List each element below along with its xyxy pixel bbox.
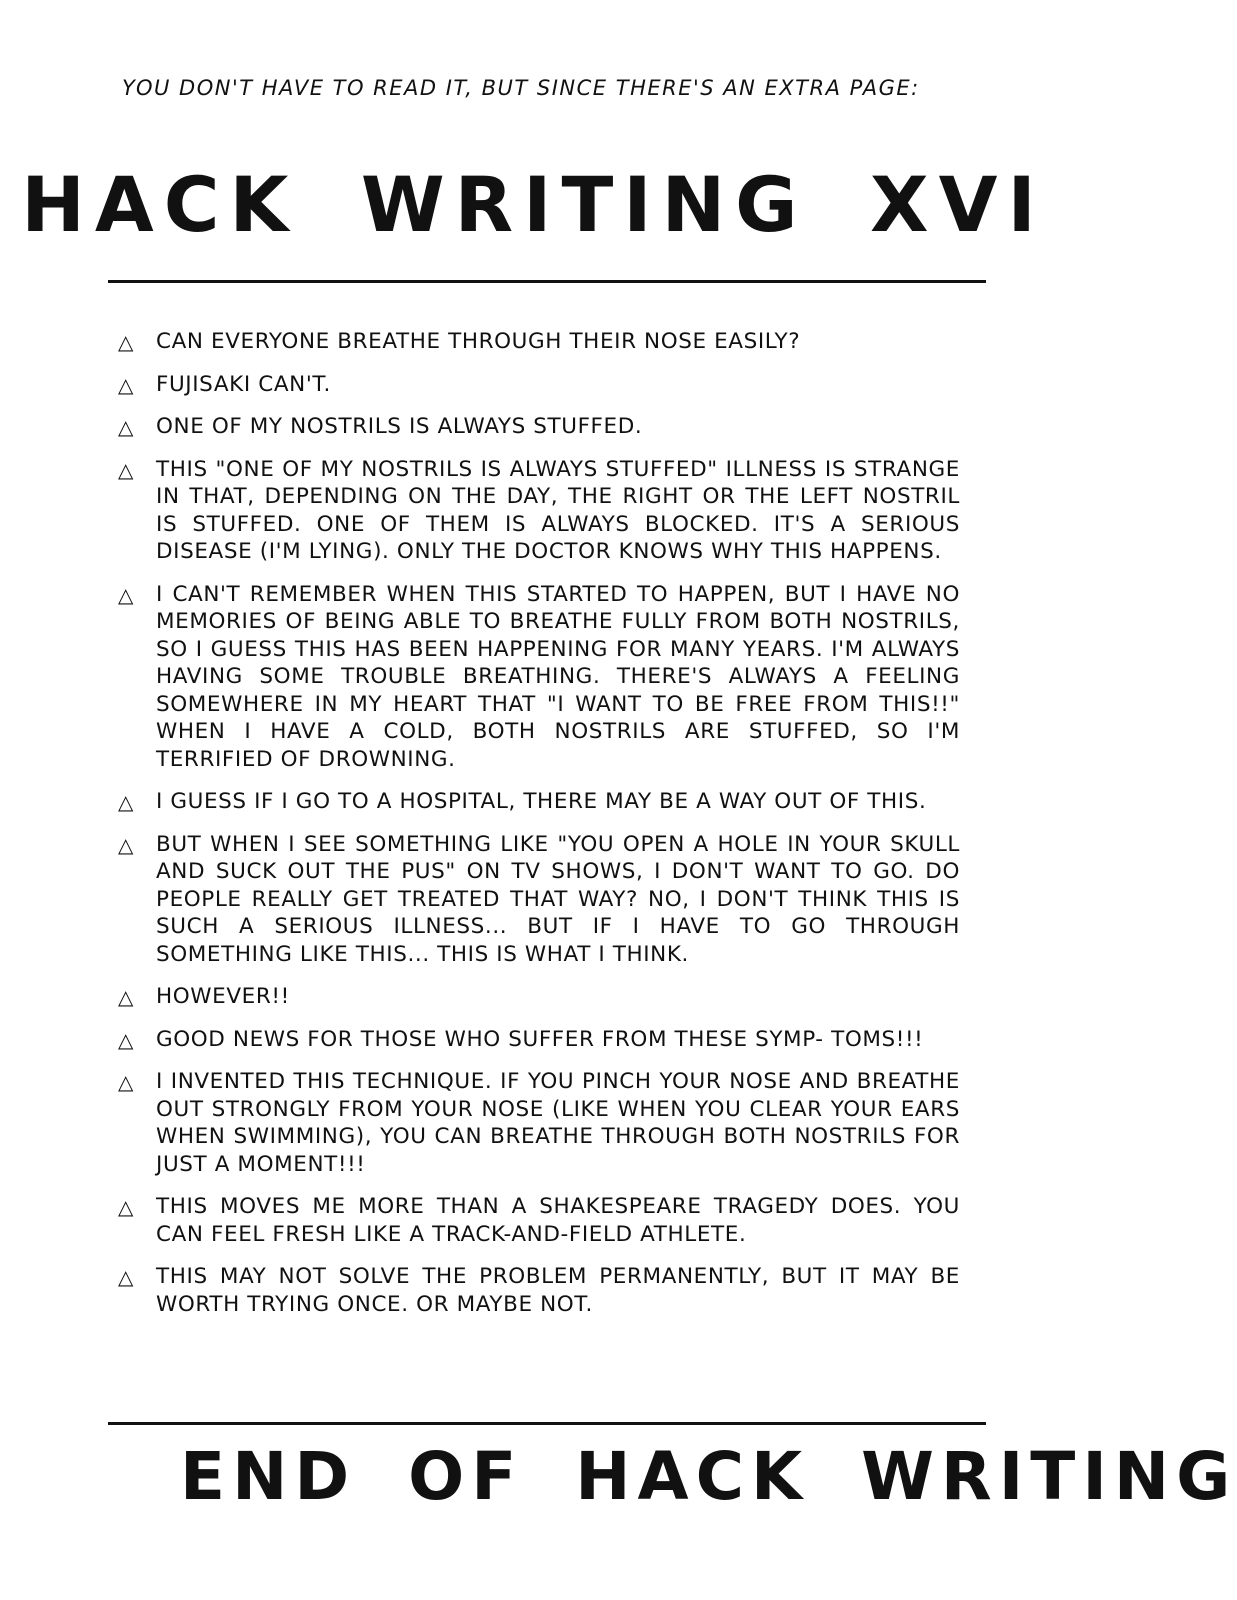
- list-item-text: I INVENTED THIS TECHNIQUE. IF YOU PINCH YOUR NOSE AND BREATHE OUT STRONGLY FROM YOUR NOSE (LIKE WHEN YOU CLEAR YOUR EARS WHEN SWIMMING), YOU CAN BREATHE THROUGH BOTH NOSTRILS FOR JUST A MOMENT!!!: [156, 1069, 960, 1177]
- triangle-bullet-icon: △: [118, 330, 134, 354]
- triangle-bullet-icon: △: [118, 790, 134, 814]
- triangle-bullet-icon: △: [118, 582, 134, 607]
- triangle-bullet-icon: △: [118, 1070, 134, 1094]
- list-item-text: I CAN'T REMEMBER WHEN THIS STARTED TO HAPPEN, BUT I HAVE NO MEMORIES OF BEING ABLE TO BREATHE FULLY FROM BOTH NOSTRILS, SO I GUESS THIS HAS BEEN HAPPENING FOR MANY YEARS. I'M ALWAYS HAVING SOME TROUBLE BREATHING. THERE'S ALWAYS A FEELING SOMEWHERE IN MY HEART THAT "I WANT TO BE FREE FROM THIS!!" WHEN I HAVE A COLD, BOTH NOSTRILS ARE STUFFED, SO I'M TERRIFIED OF DROWNING.: [156, 581, 960, 772]
- list-item: [118, 1193, 960, 1248]
- footer-title: END OF HACK WRITING: [180, 1438, 1237, 1515]
- triangle-bullet-icon: △: [118, 1265, 134, 1289]
- list-item: [118, 983, 960, 1011]
- list-item: [118, 371, 960, 399]
- triangle-bullet-icon: △: [118, 457, 134, 482]
- intro-line: YOU DON'T HAVE TO READ IT, BUT SINCE THERE'S AN EXTRA PAGE:: [122, 76, 920, 100]
- list-item: [118, 456, 960, 566]
- triangle-bullet-icon: △: [118, 832, 134, 857]
- triangle-bullet-icon: △: [118, 415, 134, 439]
- top-divider: [108, 280, 986, 283]
- triangle-bullet-icon: △: [118, 372, 134, 397]
- list-item-text: I GUESS IF I GO TO A HOSPITAL, THERE MAY BE A WAY OUT OF THIS.: [156, 789, 927, 814]
- note-list: [118, 328, 960, 1333]
- page-title: HACK WRITING XVI: [21, 160, 1046, 249]
- list-item-text: THIS MOVES ME MORE THAN A SHAKESPEARE TRAGEDY DOES. YOU CAN FEEL FRESH LIKE A TRACK-AND-FIELD ATHLETE.: [156, 1194, 960, 1247]
- list-item: [118, 581, 960, 774]
- list-item-text: THIS "ONE OF MY NOSTRILS IS ALWAYS STUFFED" ILLNESS IS STRANGE IN THAT, DEPENDING ON THE DAY, THE RIGHT OR THE LEFT NOSTRIL IS STUFFED. ONE OF THEM IS ALWAYS BLOCKED. IT'S A SERIOUS DISEASE (I'M LYING). ONLY THE DOCTOR KNOWS WHY THIS HAPPENS.: [156, 456, 960, 564]
- list-item: [118, 1068, 960, 1178]
- bottom-divider: [108, 1422, 986, 1425]
- triangle-bullet-icon: △: [118, 1027, 134, 1052]
- list-item-text: HOWEVER!!: [156, 984, 290, 1009]
- list-item: [118, 413, 960, 441]
- list-item-text: CAN EVERYONE BREATHE THROUGH THEIR NOSE EASILY?: [156, 329, 801, 354]
- list-item: [118, 831, 960, 969]
- list-item-text: THIS MAY NOT SOLVE THE PROBLEM PERMANENTLY, BUT IT MAY BE WORTH TRYING ONCE. OR MAYBE NOT.: [156, 1264, 960, 1317]
- triangle-bullet-icon: △: [118, 1195, 134, 1219]
- list-item: [118, 328, 960, 356]
- list-item: [118, 788, 960, 816]
- list-item-text: FUJISAKI CAN'T.: [156, 371, 331, 397]
- list-item-text: ONE OF MY NOSTRILS IS ALWAYS STUFFED.: [156, 414, 643, 439]
- list-item: [118, 1263, 960, 1318]
- triangle-bullet-icon: △: [118, 985, 134, 1009]
- list-item: [118, 1026, 960, 1054]
- list-item-text: GOOD NEWS FOR THOSE WHO SUFFER FROM THESE SYMP- TOMS!!!: [156, 1026, 924, 1052]
- list-item-text: BUT WHEN I SEE SOMETHING LIKE "YOU OPEN A HOLE IN YOUR SKULL AND SUCK OUT THE PUS" ON TV SHOWS, I DON'T WANT TO GO. DO PEOPLE REALLY GET TREATED THAT WAY? NO, I DON'T THINK THIS IS SUCH A SERIOUS ILLNESS... BUT IF I HAVE TO GO THROUGH SOMETHING LIKE THIS... THIS IS WHAT I THINK.: [156, 831, 960, 967]
